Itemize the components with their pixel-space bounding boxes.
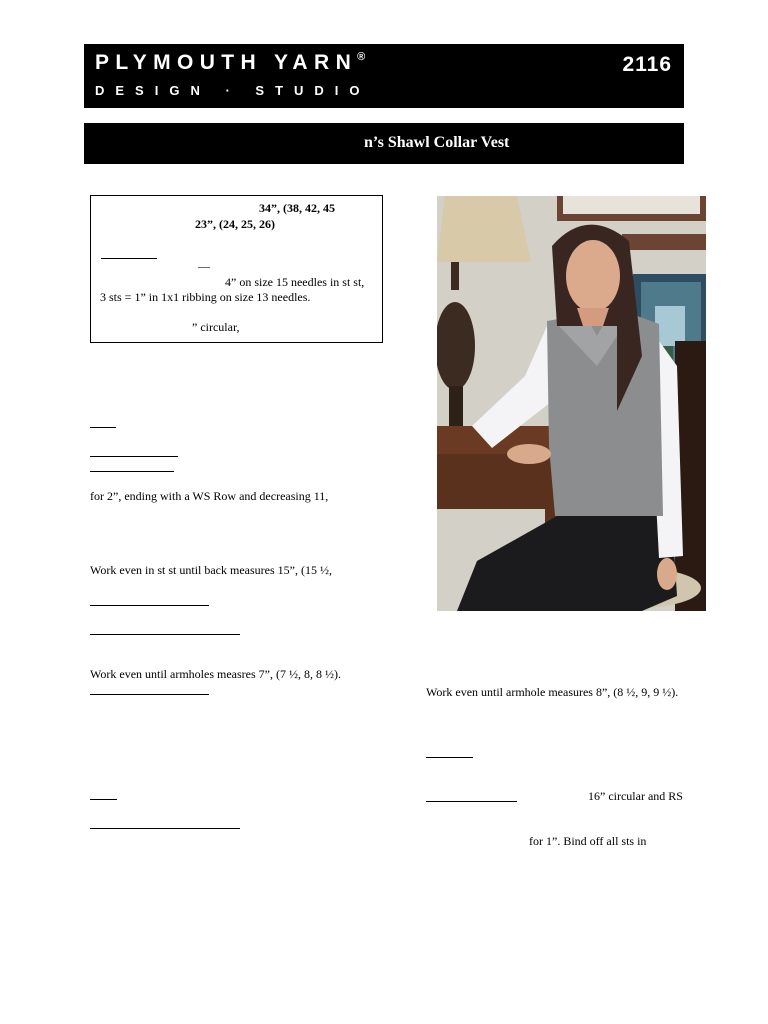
heading-rule-4 <box>90 605 209 606</box>
right-bindoff-instruction: for 1”. Bind off all sts in <box>529 834 647 848</box>
title-bar <box>84 123 684 164</box>
ribbing-instruction: for 2”, ending with a WS Row and decreasing 11, <box>90 489 329 503</box>
spec-box <box>90 195 383 343</box>
heading-rule-8 <box>90 828 240 829</box>
heading-rule-1 <box>90 427 116 428</box>
brand-logo <box>95 51 365 75</box>
brand-name: PLYMOUTH YARN <box>95 51 358 74</box>
spec-length: 23”, (24, 25, 26) <box>195 217 275 231</box>
spec-gauge: 4” on size 15 needles in st st, <box>225 275 365 289</box>
model-photo-illustration <box>437 196 706 611</box>
heading-rule-7 <box>90 799 117 800</box>
back-instruction: Work even in st st until back measures 15”, (15 ½, <box>90 563 332 577</box>
spec-underline-gauge <box>101 258 157 259</box>
heading-rule-3 <box>90 471 174 472</box>
spec-rib-gauge: 3 sts = 1” in 1x1 ribbing on size 13 needles. <box>100 290 311 304</box>
right-circular-instruction: 16” circular and RS <box>588 789 683 803</box>
pattern-number: 2116 <box>622 53 672 76</box>
pattern-title: n’s Shawl Collar Vest <box>364 134 510 151</box>
heading-rule-6 <box>90 694 209 695</box>
brand-subtitle: DESIGN · STUDIO <box>95 83 371 98</box>
spec-needle: ” circular, <box>192 320 240 334</box>
registered-mark: ® <box>357 51 366 63</box>
right-heading-rule-1 <box>426 757 473 758</box>
right-heading-rule-2 <box>426 801 517 802</box>
spec-dash: — <box>198 259 210 273</box>
heading-rule-2 <box>90 456 178 457</box>
armhole-instruction: Work even until armholes measres 7”, (7 ½, 8, 8 ½). <box>90 667 341 681</box>
spec-bust-size: 34”, (38, 42, 45 <box>259 201 335 215</box>
header-bar <box>84 44 684 108</box>
heading-rule-5 <box>90 634 240 635</box>
right-armhole-instruction: Work even until armhole measures 8”, (8 ½, 9, 9 ½). <box>426 685 679 699</box>
model-photo <box>437 196 706 611</box>
